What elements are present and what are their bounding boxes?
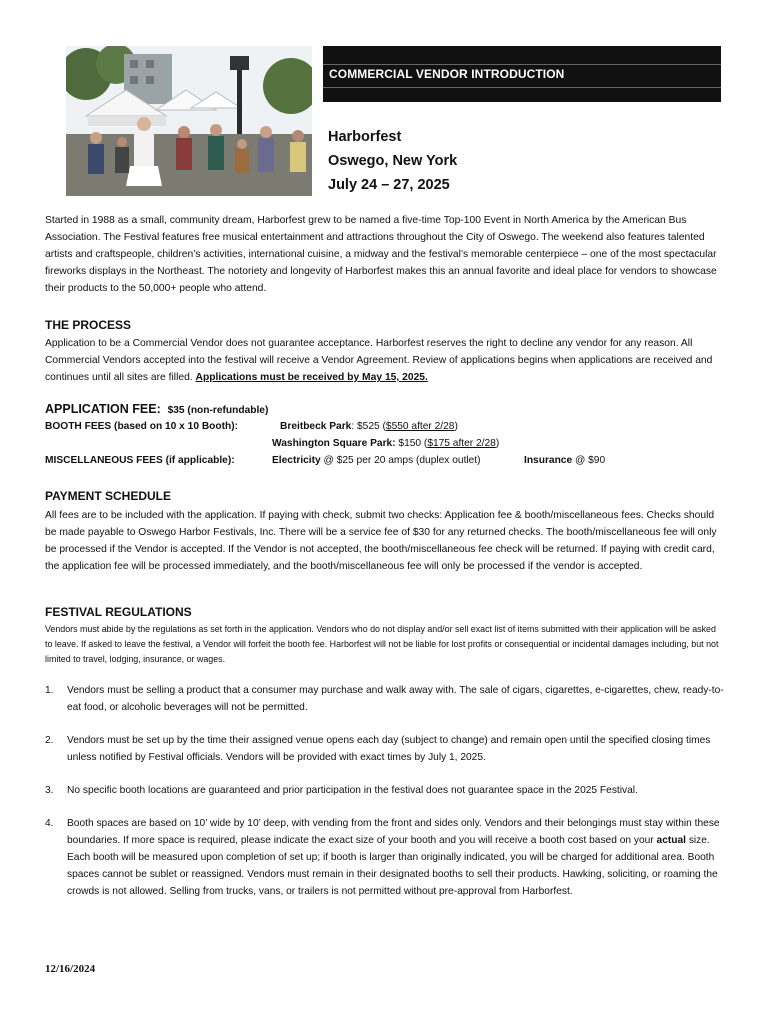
list-item-text-a: Booth spaces are based on 10’ wide by 10’ deep, with vending from the front and sides only. Vendors and their belongings must stay within these boundaries. If more space is required, please indicate the exact size of your booth and you will receive a booth cost based on your (67, 818, 720, 846)
list-item-number: 4. (45, 818, 54, 829)
breitbeck-label: Breitbeck Park (280, 421, 352, 432)
application-fee-amount: $35 (non-refundable) (167, 405, 269, 416)
festival-crowd-photo (66, 46, 312, 196)
payment-paragraph: All fees are to be included with the application. If paying with check, submit two checks: Application fee & booth/miscellaneous fees. Checks should be made payable to Oswego Harbor Festivals, Inc. There will be a service fee of $30 for any returned checks. The booth/miscellaneous fee will only be processed if the Vendor is accepted. If the Vendor is not accepted, the booth/miscellaneous fee check will be returned. If paying with credit card, the application fee will be processed immediately, and the booth/miscellaneous fee will only be processed if the vendor is accepted. (45, 510, 717, 572)
list-item-text-bold: actual (656, 835, 686, 846)
event-info (328, 125, 457, 197)
event-dates: July 24 – 27, 2025 (328, 177, 450, 193)
washington-close: ) (495, 438, 500, 449)
list-item-text: No specific booth locations are guaranteed and prior participation in the festival does not guarantee space in the 2025 Festival. (67, 785, 638, 796)
list-item-number: 2. (45, 735, 54, 746)
washington-label: Washington Square Park: (272, 438, 396, 449)
application-fee-row (45, 402, 268, 416)
washington-fee (272, 438, 499, 449)
regulations-heading: FESTIVAL REGULATIONS (45, 605, 192, 619)
breitbeck-price: : $525 ( (351, 421, 386, 432)
payment-heading: PAYMENT SCHEDULE (45, 489, 172, 503)
footer-date: 12/16/2024 (45, 963, 96, 975)
misc-fees-label: MISCELLANEOUS FEES (if applicable): (45, 455, 235, 466)
electricity-label: Electricity (272, 455, 321, 466)
insurance-fee (524, 455, 605, 466)
header-banner (323, 46, 721, 102)
breitbeck-late-price: $550 after 2/28 (385, 421, 455, 432)
booth-fees-label: BOOTH FEES (based on 10 x 10 Booth): (45, 421, 239, 432)
banner-title: COMMERCIAL VENDOR INTRODUCTION (329, 67, 565, 81)
process-text: Application to be a Commercial Vendor does not guarantee acceptance. Harborfest reserves the right to decline any vendor for any reason. All Commercial Vendors accepted into the festival will receive a Vendor Agreement. Review of applications begins when applications are received and continues until all sites are filled. (45, 338, 713, 383)
breitbeck-fee (280, 421, 458, 432)
list-item-text-b: size. Each booth will be measured upon completion of set up; if booth is larger than originally indicated, you will be charged for additional area. Booth spaces cannot be sublet or reassigned. Vendors must remain in their designated booths to sell their products. Hawking, soliciting, or roaming the crowds is not allowed. Selling from trucks, vans, or trailers is not permitted without pre-approval from Harborfest. (67, 835, 718, 897)
breitbeck-close: ) (454, 421, 458, 432)
process-heading: THE PROCESS (45, 318, 132, 332)
insurance-label: Insurance (524, 455, 573, 466)
list-item-text: Vendors must be selling a product that a consumer may purchase and walk away with. The sale of cigars, cigarettes, e-cigarettes, chew, ready-to-eat food, or alcoholic beverages will not be permitted. (67, 685, 724, 713)
application-fee-heading: APPLICATION FEE: (45, 402, 161, 416)
washington-late-price: $175 after 2/28 (427, 438, 496, 449)
process-paragraph (45, 335, 725, 386)
list-item-text (67, 815, 727, 900)
electricity-fee (272, 455, 481, 466)
list-item-text: Vendors must be set up by the time their assigned venue opens each day (subject to change) and remain open until the specified closing times unless notified by Festival officials. Vendors will be provided with exact times by July 1, 2025. (67, 735, 711, 763)
list-item-number: 1. (45, 685, 54, 696)
regulations-intro: Vendors must abide by the regulations as set forth in the application. Vendors who do not display and/or sell exact list of items submitted with their application will be asked to leave. If asked to leave the festival, a Vendor will forfeit the booth fee. Harborfest will not be liable for lost profits or consequential or incidental damages including, but not limited to travel, lodging, insurance, or wages. (45, 624, 719, 664)
list-item-number: 3. (45, 785, 54, 796)
insurance-price: @ $90 (572, 455, 606, 466)
washington-price: $150 ( (395, 438, 428, 449)
event-location: Oswego, New York (328, 153, 458, 169)
application-deadline: Applications must be received by May 15, 2025. (195, 372, 428, 383)
event-name: Harborfest (328, 129, 402, 145)
electricity-price: @ $25 per 20 amps (duplex outlet) (320, 455, 481, 466)
intro-paragraph: Started in 1988 as a small, community dream, Harborfest grew to be named a five-time Top-100 Event in North America by the American Bus Association. The Festival features free musical entertainment and attractions throughout the City of Oswego. The weekend also features talented artists and craftspeople, children’s activities, international cuisine, a midway and the festival’s memorable centerpiece – one of the most spectacular fireworks displays in the Northeast. The notoriety and longevity of Harborfest makes this an annual favorite and ideal place for vendors to showcase their products to the 50,000+ people who attend. (45, 215, 717, 294)
